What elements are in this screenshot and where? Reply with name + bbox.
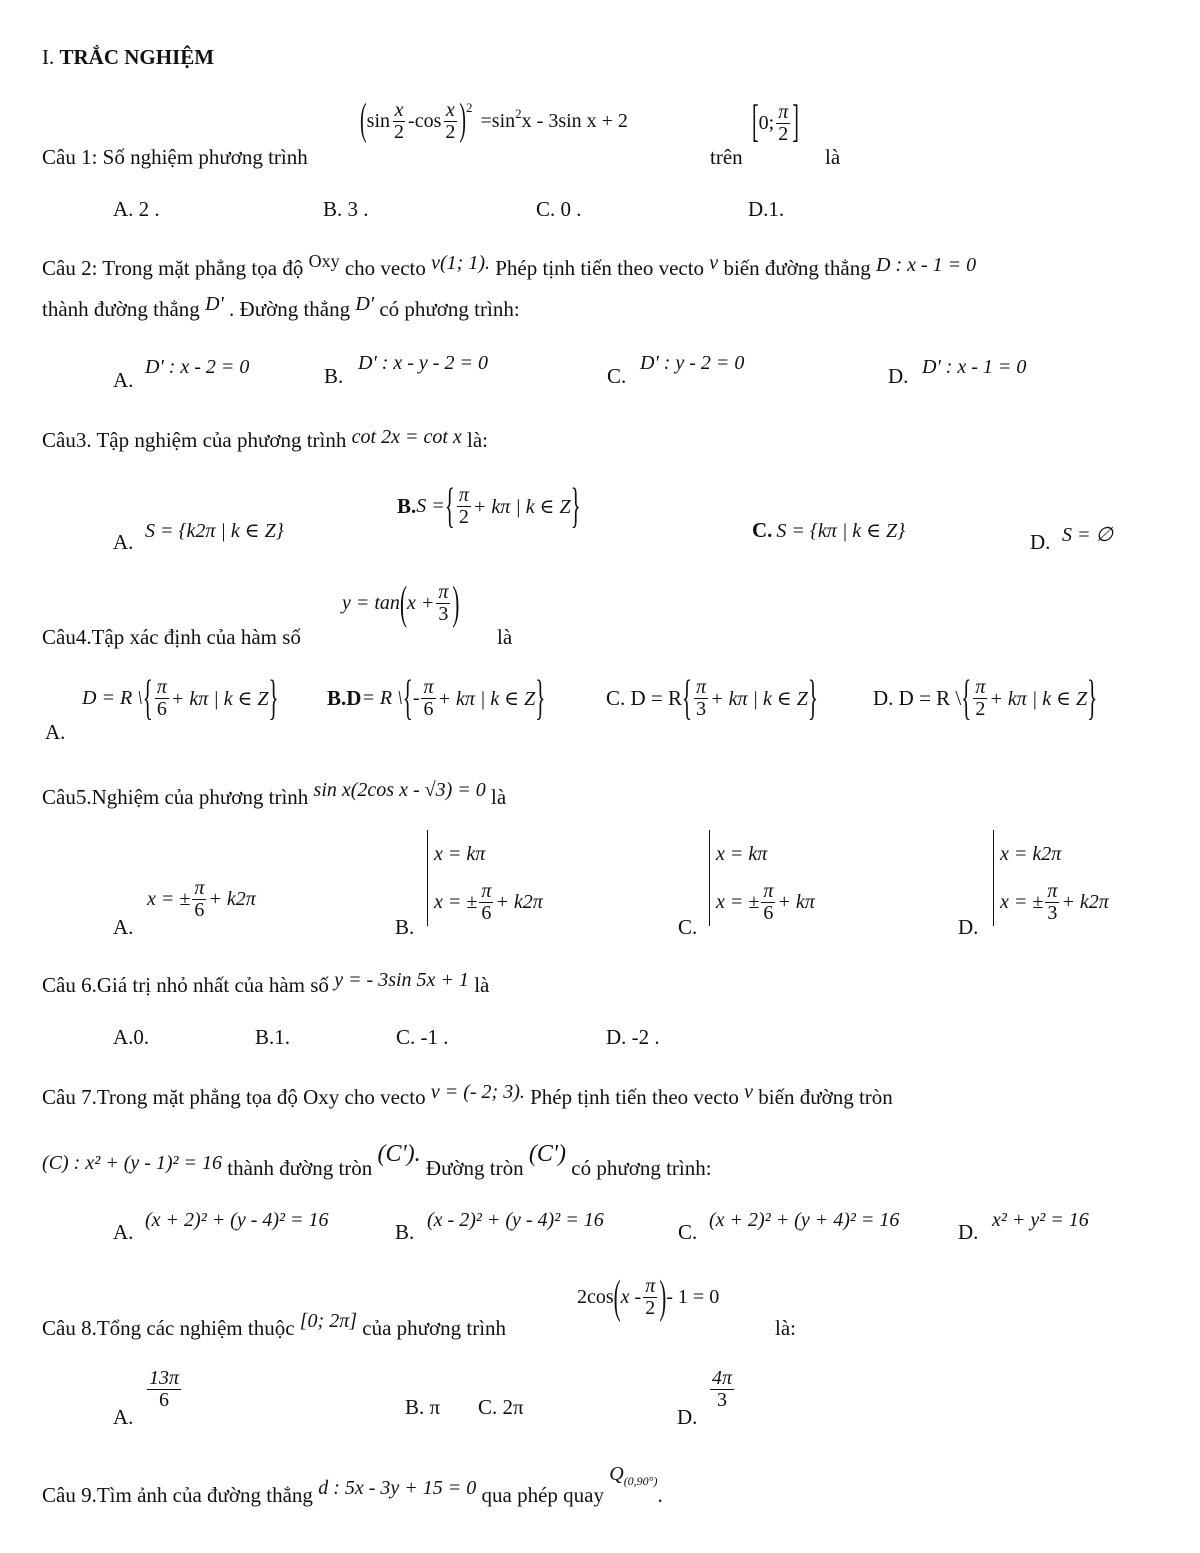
q5-option-d: x = k2π x = ± $\frac{\pi}{3}$ + k2π	[993, 830, 1109, 926]
q5-option-c: x = kπ x = ± $\frac{\pi}{6}$ + kπ	[709, 830, 815, 926]
q4-option-b: B. D = R \ { - $\frac{\pi}{6}$ + kπ | k ∈ Z }	[327, 669, 546, 725]
q4-option-d: D. D = R \ { $\frac{\pi}{2}$ + kπ | k ∈ Z }	[873, 669, 1098, 725]
q8-label: Câu 8.Tổng các nghiệm thuộc [0; 2π] của phương trình	[42, 1310, 507, 1340]
q1-option-a: A. 2 .	[113, 197, 160, 221]
q6-option-a: A.0.	[113, 1025, 150, 1049]
section-heading	[42, 45, 214, 70]
q1-option-b: B. 3 .	[323, 197, 369, 221]
q2-option-c: D' : y - 2 = 0	[640, 352, 745, 374]
q3-option-a: S = {k2π | k ∈ Z}	[145, 520, 284, 542]
q3-option-d-label: D.	[1030, 530, 1051, 554]
q7-option-b-label: B.	[395, 1220, 415, 1244]
q3-option-a-label: A.	[113, 530, 134, 554]
q2-line2: thành đường thẳng D' . Đường thẳng D' có phương trình:	[42, 293, 520, 321]
q8-tail: là:	[775, 1316, 796, 1340]
q1-option-c: C. 0 .	[536, 197, 582, 221]
q5-line: Câu5.Nghiệm của phương trình sin x(2cos x - √3) = 0 là	[42, 779, 507, 809]
q4-equation: y = tan ( x + $\frac{\pi}{3}$ )	[342, 576, 460, 629]
q7-option-a: (x + 2)² + (y - 4)² = 16	[145, 1209, 329, 1231]
q8-option-c: C. 2π	[478, 1395, 524, 1419]
q4-option-c: C. D = R { $\frac{\pi}{3}$ + kπ | k ∈ Z }	[606, 669, 818, 725]
q2-option-c-label: C.	[607, 364, 627, 388]
q2-option-d: D' : x - 1 = 0	[922, 356, 1027, 378]
q4-option-a: D = R \ { $\frac{\pi}{6}$ + kπ | k ∈ Z }	[82, 669, 279, 725]
q4-label: Câu4.Tập xác định của hàm số	[42, 625, 301, 649]
q2-line1: Câu 2: Trong mặt phẳng tọa độ Oxy cho vecto v(1; 1). Phép tịnh tiến theo vecto v biến đường thẳng D : x - 1 = 0	[42, 251, 977, 280]
q8-option-a-label: A.	[113, 1405, 134, 1429]
q4-tail: là	[497, 625, 513, 649]
q7-option-c: (x + 2)² + (y + 4)² = 16	[709, 1209, 900, 1231]
q1-interval: [ 0; $\frac{\pi}{2}$ ]	[752, 97, 799, 148]
q5-option-a-label: A.	[113, 915, 134, 939]
q8-option-b: B. π	[405, 1395, 441, 1419]
q7-line1: Câu 7.Trong mặt phẳng tọa độ Oxy cho vecto v = (- 2; 3). Phép tịnh tiến theo vecto v biến đường tròn	[42, 1081, 893, 1109]
q6-option-b: B.1.	[255, 1025, 291, 1049]
q8-option-a: $\frac{13\pi}{6}$	[149, 1367, 180, 1411]
q5-option-c-label: C.	[678, 915, 698, 939]
q2-option-b: D' : x - y - 2 = 0	[358, 352, 488, 374]
q6-option-c: C. -1 .	[396, 1025, 449, 1049]
q7-option-a-label: A.	[113, 1220, 134, 1244]
q2-option-a-label: A.	[113, 368, 134, 392]
q2-option-a: D' : x - 2 = 0	[145, 356, 250, 378]
q7-option-d-label: D.	[958, 1220, 979, 1244]
section-title: TRẮC NGHIỆM	[59, 45, 215, 69]
q3-option-c: C. S = {kπ | k ∈ Z}	[752, 518, 906, 542]
q8-option-d: $\frac{4\pi}{3}$	[712, 1367, 733, 1411]
q6-line: Câu 6.Giá trị nhỏ nhất của hàm số y = - 3sin 5x + 1 là	[42, 969, 490, 997]
q7-option-c-label: C.	[678, 1220, 698, 1244]
q1-tail: là	[825, 145, 841, 169]
q1-equation: ( sin $\frac{x}{2}$ - cos $\frac{x}{2}$ ) $^2$ =sin $^2$ x - 3sin x + 2	[360, 96, 628, 145]
q2-option-b-label: B.	[324, 364, 344, 388]
q1-option-d: D.1.	[748, 197, 785, 221]
q3-option-b: B. S = { $\frac{\pi}{2}$ + kπ | k ∈ Z }	[397, 477, 581, 533]
q4-option-a-label: A.	[45, 720, 66, 744]
q5-option-b-label: B.	[395, 915, 415, 939]
q7-line2: (C) : x² + (y - 1)² = 16 thành đường tròn (C'). Đường tròn (C') có phương trình:	[42, 1141, 712, 1180]
q5-option-a: x = ± $\frac{\pi}{6}$ + k2π	[147, 877, 256, 921]
q1-label: Câu 1: Số nghiệm phương trình	[42, 145, 308, 169]
q3-option-d: S = ∅	[1062, 524, 1113, 546]
section-prefix: I.	[42, 45, 60, 69]
q9-line: Câu 9.Tìm ảnh của đường thẳng d : 5x - 3y + 15 = 0 qua phép quay $Q_{(0,90^\circ)}$.	[42, 1463, 663, 1507]
q5-option-d-label: D.	[958, 915, 979, 939]
q2-option-d-label: D.	[888, 364, 909, 388]
q1-on: trên	[710, 145, 743, 169]
q8-option-d-label: D.	[677, 1405, 698, 1429]
q7-option-b: (x - 2)² + (y - 4)² = 16	[427, 1209, 604, 1231]
q5-option-b: x = kπ x = ± $\frac{\pi}{6}$ + k2π	[427, 830, 543, 926]
q3-line: Câu3. Tập nghiệm của phương trình cot 2x = cot x là:	[42, 426, 489, 452]
q8-equation: 2cos ( x - $\frac{\pi}{2}$ ) - 1 = 0	[577, 1270, 720, 1323]
q7-option-d: x² + y² = 16	[992, 1209, 1089, 1231]
q6-option-d: D. -2 .	[606, 1025, 660, 1049]
